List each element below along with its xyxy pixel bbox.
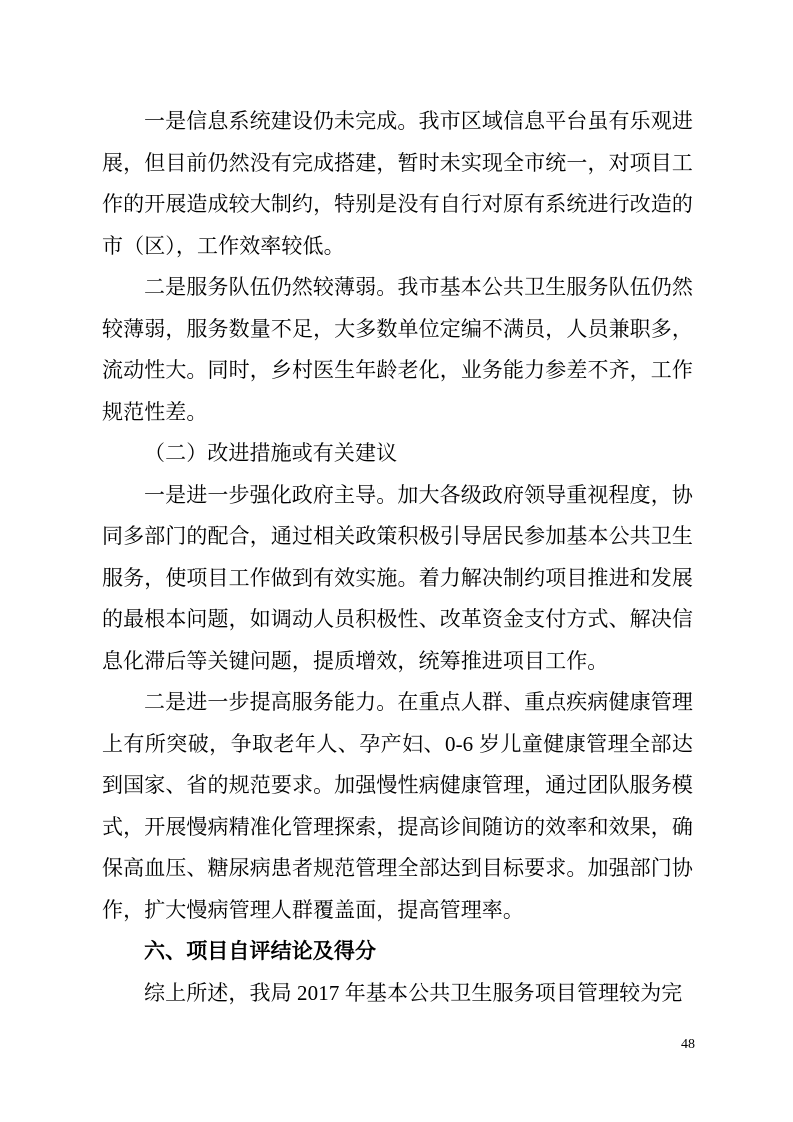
paragraph-finding-2: 二是服务队伍仍然较薄弱。我市基本公共卫生服务队伍仍然较薄弱，服务数量不足，大多数单位定编不满员，人员兼职多，流动性大。同时，乡村医生年龄老化，业务能力参差不齐，工作规范性差。 (102, 275, 693, 424)
paragraph-conclusion-start: 综上所述，我局 2017 年基本公共卫生服务项目管理较为完 (144, 980, 683, 1005)
subsection-heading-improvements: （二）改进措施或有关建议 (144, 441, 398, 465)
page-body-text (102, 101, 693, 1014)
paragraph-measure-1: 一是进一步强化政府主导。加大各级政府领导重视程度，协同多部门的配合，通过相关政策积极引导居民参加基本公共卫生服务，使项目工作做到有效实施。着力解决制约项目推进和发展的最根本问题，如调动人员积极性、改革资金支付方式、解决信息化滞后等关键问题，提质增效，统筹推进项目工作。 (102, 482, 693, 673)
paragraph-finding-1: 一是信息系统建设仍未完成。我市区域信息平台虽有乐观进展，但目前仍然没有完成搭建，暂时未实现全市统一，对项目工作的开展造成较大制约，特别是没有自行对原有系统进行改造的市（区），工作效率较低。 (102, 109, 693, 258)
page-number: 48 (681, 1037, 695, 1052)
section-heading-conclusion: 六、项目自评结论及得分 (144, 939, 377, 963)
paragraph-measure-2: 二是进一步提高服务能力。在重点人群、重点疾病健康管理上有所突破，争取老年人、孕产妇、0-6 岁儿童健康管理全部达到国家、省的规范要求。加强慢性病健康管理，通过团队服务模式，开展慢病精准化管理探索，提高诊间随访的效率和效果，确保高血压、糖尿病患者规范管理全部达到目标要求。加强部门协作，扩大慢病管理人群覆盖面，提高管理率。 (102, 690, 693, 922)
